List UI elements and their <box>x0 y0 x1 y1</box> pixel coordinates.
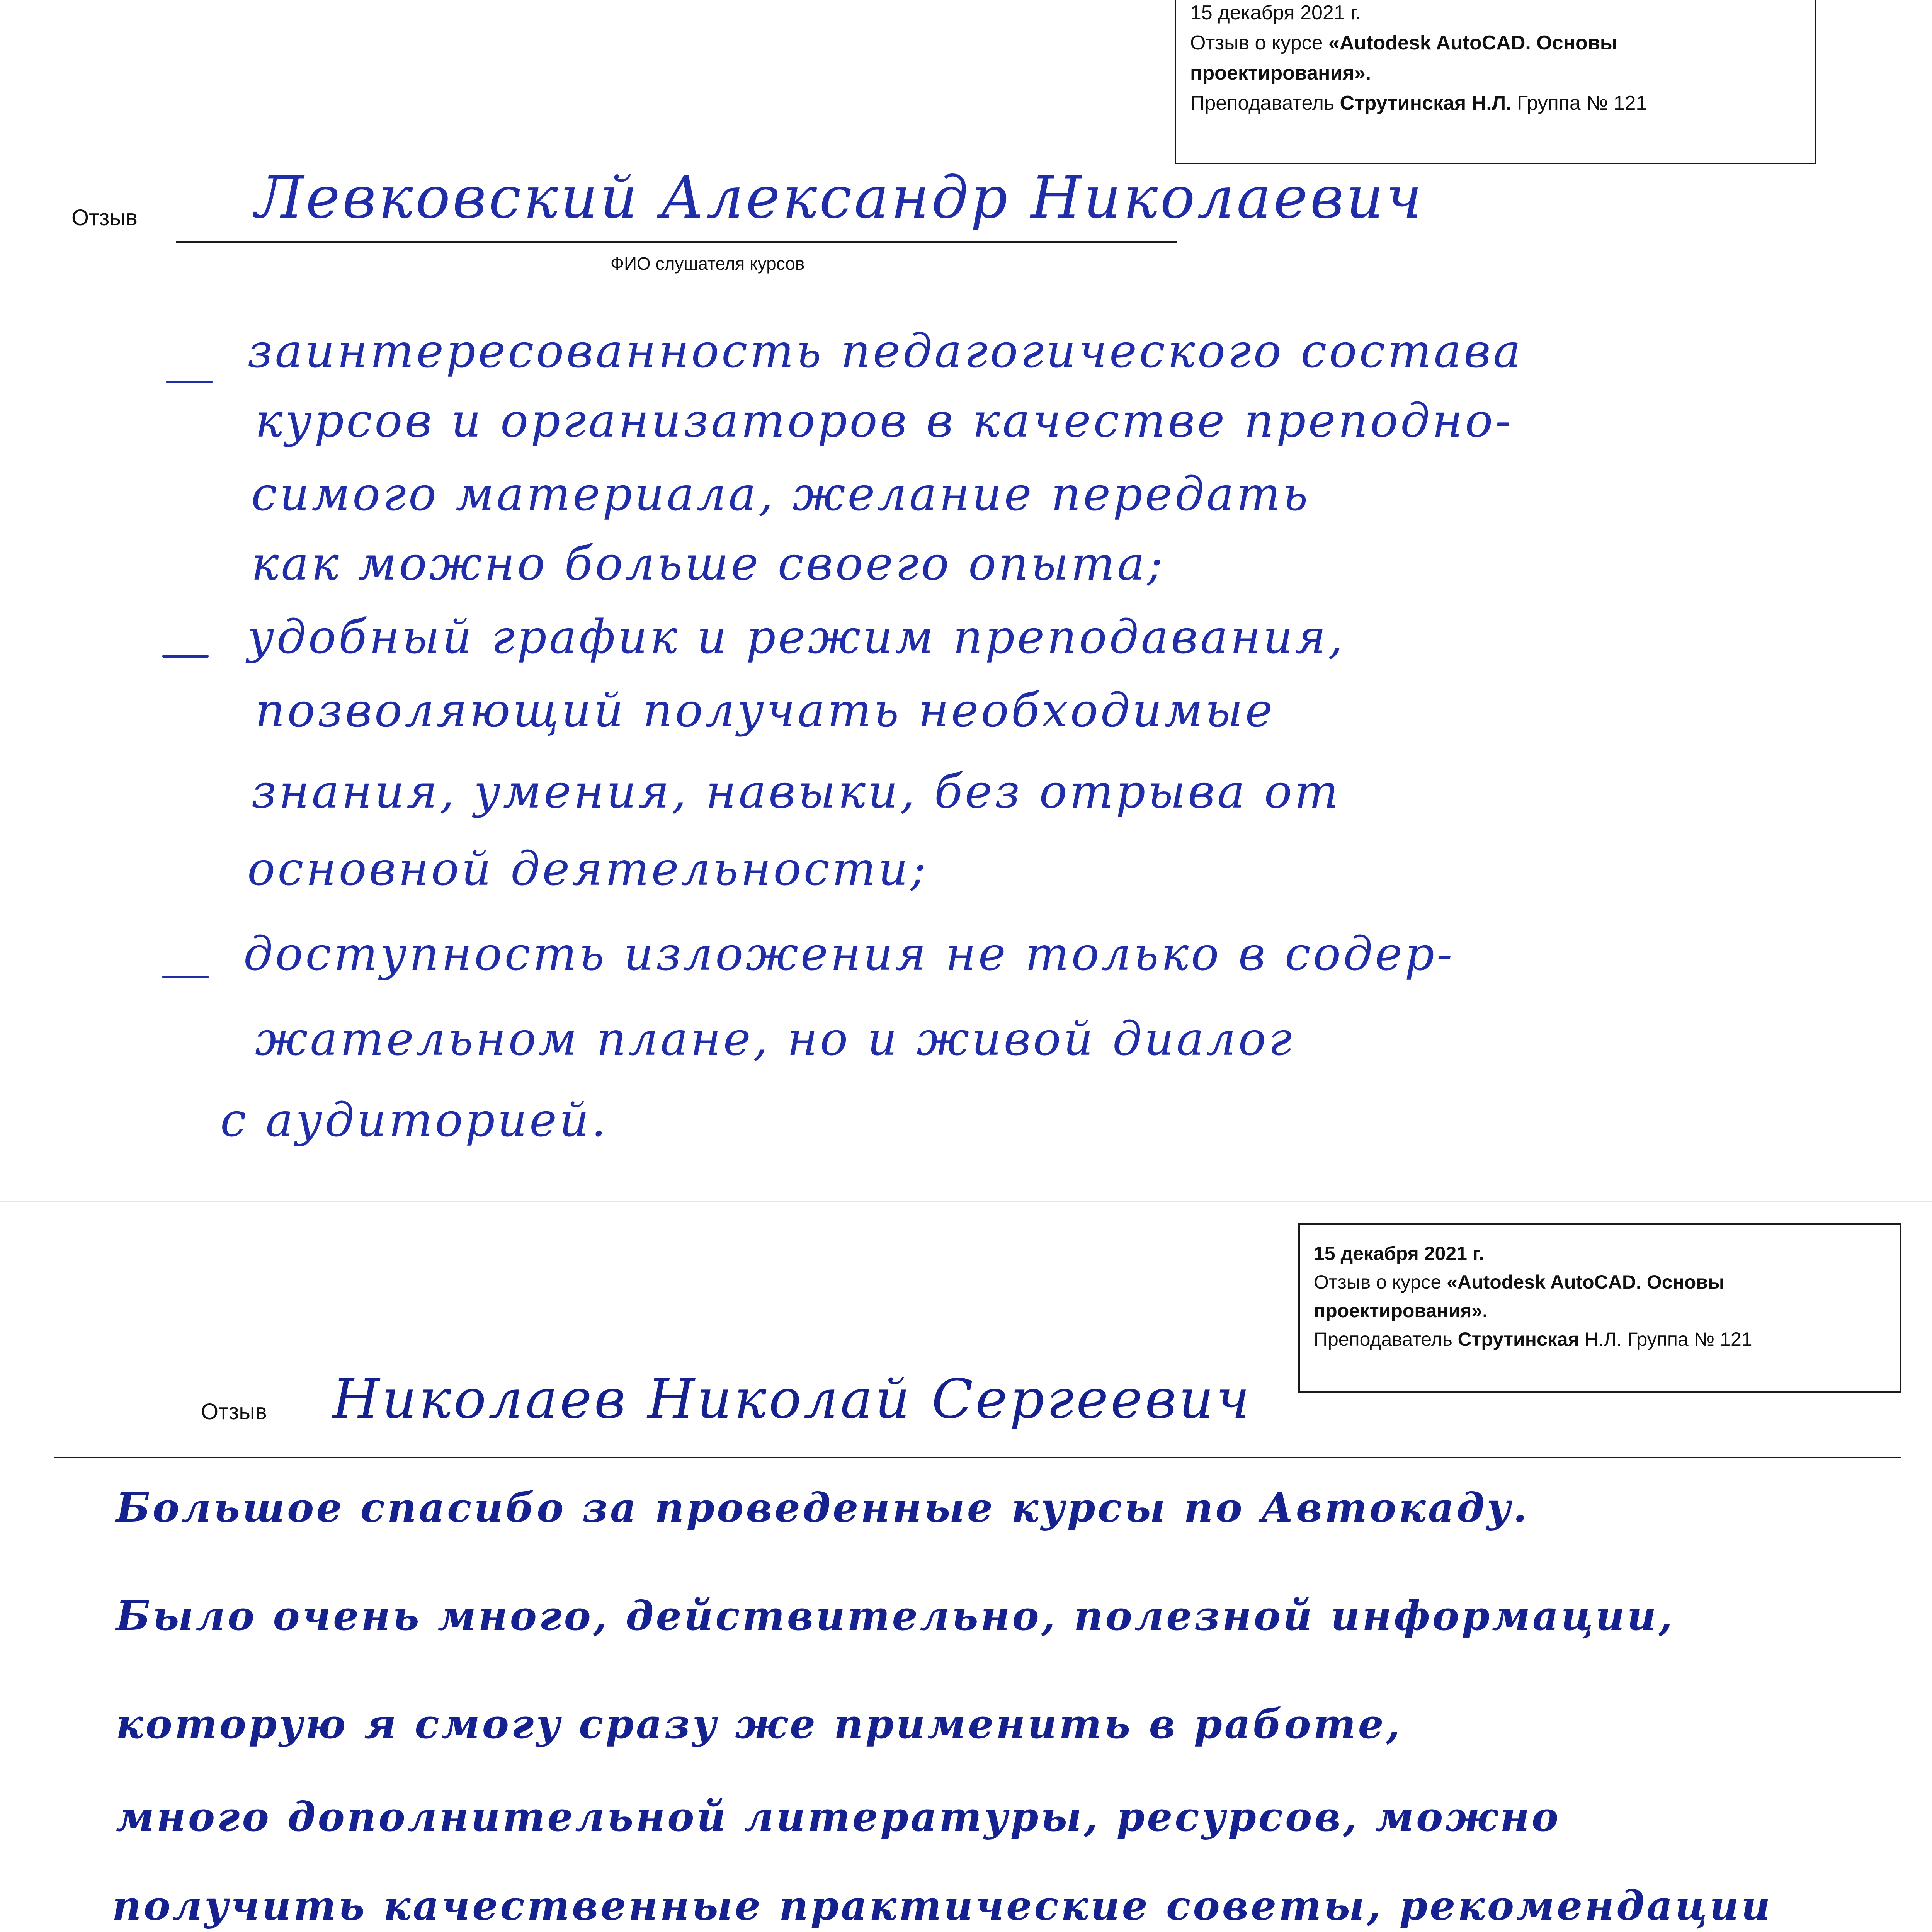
name-underline <box>176 241 1177 243</box>
bullet-dash <box>162 655 209 658</box>
header-date: 15 декабря 2021 г. <box>1314 1243 1484 1264</box>
course-header-box <box>1298 1223 1901 1393</box>
bullet-dash <box>162 976 209 978</box>
student-name: Николаев Николай Сергеевич <box>332 1368 1252 1431</box>
review-line: заинтересованность педагогического состава <box>247 325 1523 378</box>
review-label: Отзыв <box>71 205 138 230</box>
review-line: много дополнительной литературы, ресурсов, можно <box>116 1793 1561 1840</box>
review-line: Было очень много, действительно, полезной информации, <box>116 1592 1675 1639</box>
header-course-line2: проектирования». <box>1314 1300 1488 1321</box>
header-date: 15 декабря 2021 г. <box>1190 2 1361 24</box>
review-line: как можно больше своего опыта; <box>251 537 1165 591</box>
review-line: получить качественные практические советы, рекомендации <box>112 1882 1773 1929</box>
review-sheet-2 <box>0 1202 1932 1932</box>
header-teacher: Преподаватель Струтинская Н.Л. Группа № 121 <box>1314 1328 1752 1350</box>
header-course: Отзыв о курсе «Autodesk AutoCAD. Основы <box>1190 32 1617 54</box>
review-line: с аудиторией. <box>220 1094 609 1147</box>
header-teacher: Преподаватель Струтинская Н.Л. Группа № 121 <box>1190 92 1647 114</box>
bullet-dash <box>166 381 213 383</box>
header-course-line2: проектирования». <box>1190 62 1371 84</box>
review-line: симого материала, желание передать <box>251 468 1310 521</box>
student-name: Левковский Александр Николаевич <box>255 164 1424 231</box>
name-underline <box>54 1457 1901 1458</box>
review-line: которую я смогу сразу же применить в работе, <box>116 1700 1403 1748</box>
course-header-box <box>1175 0 1816 164</box>
review-line: курсов и организаторов в качестве преподно- <box>255 394 1514 448</box>
review-line: основной деятельности; <box>247 842 929 896</box>
review-line: доступность изложения не только в содер- <box>243 927 1455 981</box>
review-line: знания, умения, навыки, без отрыва от <box>251 765 1341 819</box>
review-line: Большое спасибо за проведенные курсы по Автокаду. <box>116 1484 1529 1531</box>
header-course: Отзыв о курсе «Autodesk AutoCAD. Основы <box>1314 1271 1725 1293</box>
review-line: жательном плане, но и живой диалог <box>255 1012 1294 1066</box>
name-caption: ФИО слушателя курсов <box>611 253 805 274</box>
review-line: удобный график и режим преподавания, <box>247 611 1345 664</box>
review-label: Отзыв <box>201 1399 267 1424</box>
review-line: позволяющий получать необходимые <box>255 684 1275 738</box>
